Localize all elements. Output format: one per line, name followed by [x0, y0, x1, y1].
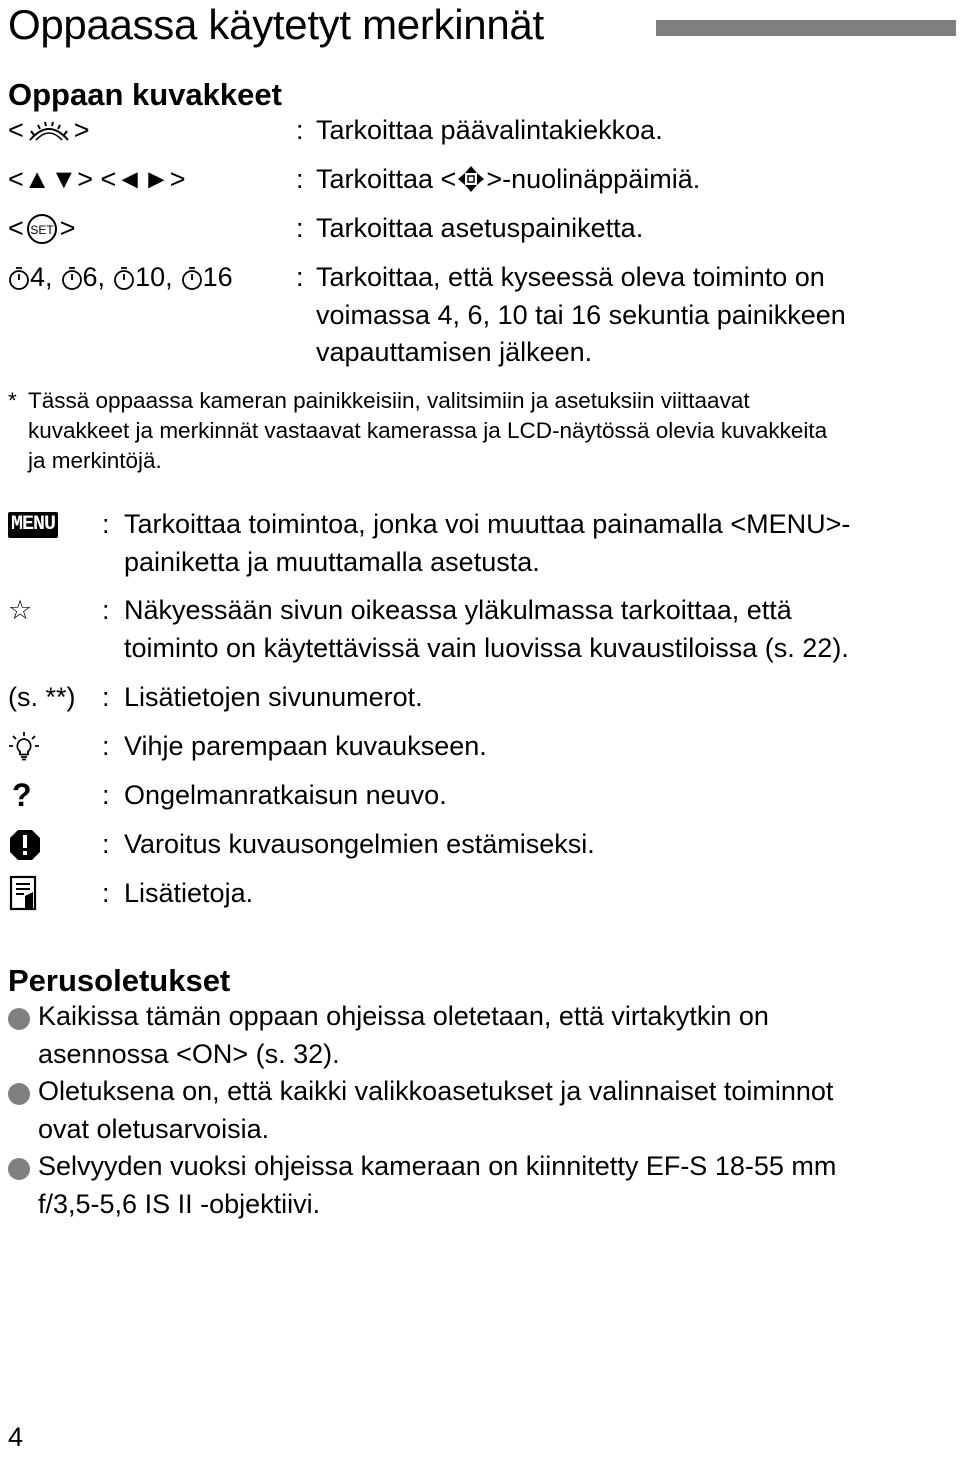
icon-row-timers	[8, 259, 950, 375]
page-ref-description: Lisätietojen sivunumerot.	[124, 682, 423, 712]
colon: :	[296, 164, 304, 194]
menu-icon: MENU	[8, 512, 58, 538]
legend-row-page-ref	[8, 679, 950, 717]
defaults-item: Kaikissa tämän oppaan ohjeissa oletetaan, että virtakytkin on asennossa <ON> (s. 32).	[38, 1001, 769, 1069]
main-dial-icon	[24, 116, 74, 146]
timer-icon	[8, 264, 30, 292]
tip-symbol	[8, 728, 40, 765]
defaults-item: Selvyyden vuoksi ohjeissa kameraan on kiinnitetty EF-S 18-55 mm f/3,5-5,6 IS II -objektiivi.	[38, 1151, 837, 1219]
note-symbol	[8, 875, 40, 912]
colon: :	[102, 780, 110, 810]
defaults-section-heading: Perusoletukset	[8, 963, 231, 998]
set-button-icon	[24, 213, 60, 245]
defaults-item: Oletuksena on, että kaikki valikkoasetukset ja valinnaiset toiminnot ovat oletusarvoisia.	[38, 1076, 834, 1144]
caution-description: Varoitus kuvausongelmien estämiseksi.	[124, 829, 595, 859]
star-icon: ☆	[8, 594, 33, 625]
cross-keys-symbol: <▲▼> <◄►>	[8, 163, 186, 194]
main-dial-description: Tarkoittaa päävalintakiekkoa.	[316, 115, 663, 145]
note-icon	[8, 874, 40, 914]
menu-symbol	[8, 506, 58, 543]
page-title: Oppaassa käytetyt merkinnät	[8, 1, 544, 48]
cross-keys-icon	[456, 164, 486, 194]
bullet-icon	[8, 1083, 30, 1105]
menu-description: Tarkoittaa toimintoa, jonka voi muuttaa painamalla <MENU>- painiketta ja muuttamalla asetusta.	[124, 509, 851, 577]
colon: :	[296, 213, 304, 243]
star-description: Näkyessään sivun oikeassa yläkulmassa tarkoittaa, että toiminto on käytettävissä vain luovissa kuvaustiloissa (s. 22).	[124, 595, 849, 663]
timer-description: Tarkoittaa, että kyseessä oleva toiminto on voimassa 4, 6, 10 tai 16 sekuntia painikkeen vapauttamisen jälkeen.	[316, 262, 846, 367]
page-number: 4	[8, 1422, 24, 1452]
legend-row-caution	[8, 826, 950, 864]
set-button-description: Tarkoittaa asetuspainiketta.	[316, 213, 644, 243]
light-bulb-icon	[8, 731, 40, 763]
question-mark-icon: ?	[12, 776, 32, 813]
bullet-icon	[8, 1158, 30, 1180]
caution-symbol	[8, 826, 42, 863]
colon: :	[102, 731, 110, 761]
legend-row-tip	[8, 728, 950, 766]
set-button-symbol: < SET >	[8, 212, 76, 243]
timer-icon	[61, 264, 83, 292]
legend-row-menu	[8, 506, 950, 586]
legend-row-note	[8, 875, 950, 915]
legend-row-star	[8, 592, 950, 672]
title-rule	[656, 20, 956, 36]
timer-icon	[113, 264, 135, 292]
tip-description: Vihje parempaan kuvaukseen.	[124, 731, 487, 761]
trouble-description: Ongelmanratkaisun neuvo.	[124, 780, 447, 810]
legend-row-trouble	[8, 777, 950, 815]
icon-row-main-dial	[8, 112, 950, 150]
page-ref-symbol: (s. **)	[8, 681, 76, 712]
colon: :	[102, 829, 110, 859]
colon: :	[102, 595, 110, 625]
colon: :	[296, 115, 304, 145]
icon-row-cross-keys	[8, 161, 950, 199]
cross-keys-description: Tarkoittaa < >-nuolinäppäimiä.	[316, 164, 701, 194]
bullet-icon	[8, 1008, 30, 1030]
icons-section-heading: Oppaan kuvakkeet	[8, 77, 282, 112]
footnote-mark: *	[8, 388, 17, 413]
svg-text:SET: SET	[30, 222, 54, 237]
caution-icon	[8, 828, 42, 862]
timer-icon	[181, 264, 203, 292]
colon: :	[102, 509, 110, 539]
timer-symbols: 4, 6, 10, 16	[8, 259, 233, 296]
colon: :	[296, 262, 304, 292]
colon: :	[102, 878, 110, 908]
colon: :	[102, 682, 110, 712]
icon-row-set-button	[8, 210, 950, 248]
main-dial-symbol: < >	[8, 114, 90, 145]
note-description: Lisätietoja.	[124, 878, 254, 908]
footnote: Tässä oppaassa kameran painikkeisiin, valitsimiin ja asetuksiin viittaavat kuvakkeet ja merkinnät vastaavat kamerassa ja LCD-näytössä olevia kuvakkeita ja merkintöjä.	[28, 388, 828, 473]
